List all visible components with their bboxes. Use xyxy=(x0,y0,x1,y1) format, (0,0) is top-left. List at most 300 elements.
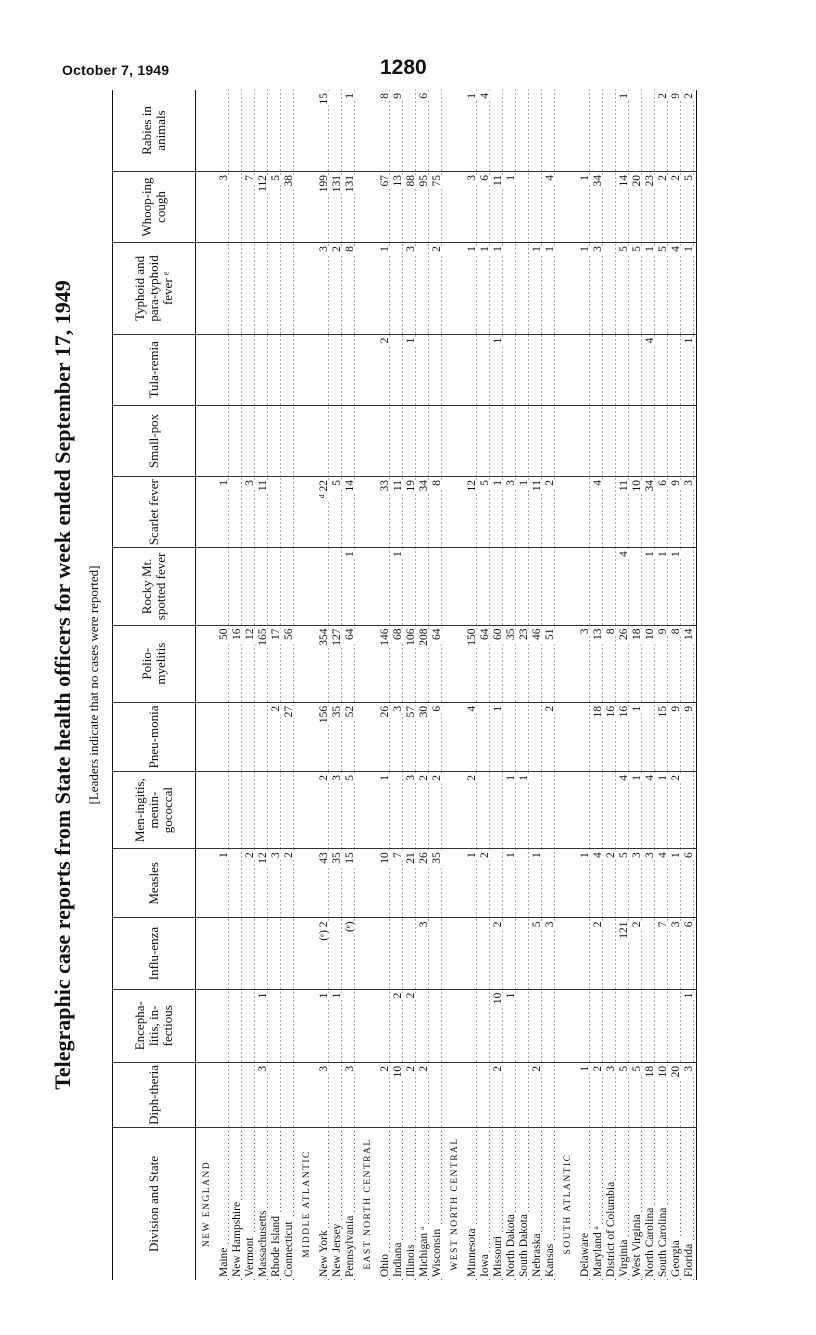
cell-value: 9 xyxy=(670,93,682,99)
state-label: Virginia xyxy=(618,1239,630,1277)
table-row xyxy=(518,90,531,1280)
empty-cell xyxy=(444,989,466,1062)
state-name xyxy=(492,1127,505,1280)
value-cell xyxy=(657,548,670,625)
value-cell xyxy=(592,243,605,335)
state-label: Maryland ᵃ xyxy=(592,1226,604,1277)
cell-value: 3 xyxy=(605,1065,617,1072)
cell-value: 2 xyxy=(544,480,556,486)
value-cell xyxy=(670,918,683,989)
value-cell xyxy=(392,989,405,1062)
cell-value: 1 xyxy=(579,1065,591,1072)
value-cell xyxy=(231,243,244,335)
value-cell xyxy=(579,849,592,918)
empty-cell xyxy=(296,625,318,702)
state-label: Maine xyxy=(218,1247,230,1277)
value-cell xyxy=(670,548,683,625)
value-cell xyxy=(466,918,479,989)
value-cell xyxy=(231,405,244,476)
value-cell xyxy=(492,918,505,989)
cell-value: 12 xyxy=(244,628,256,641)
value-cell xyxy=(283,334,296,405)
state-label: New York xyxy=(318,1230,330,1277)
cell-value: 1 xyxy=(492,246,504,252)
value-cell xyxy=(231,989,244,1062)
value-cell xyxy=(418,477,431,548)
column-header: Men-ingitis, menin-gococcal xyxy=(113,771,196,848)
state-label: Connecticut xyxy=(283,1221,295,1277)
value-cell xyxy=(531,918,544,989)
value-cell xyxy=(270,334,283,405)
value-cell xyxy=(579,171,592,242)
value-cell xyxy=(544,90,557,171)
state-name xyxy=(657,1127,670,1280)
value-cell xyxy=(657,243,670,335)
cell-value: 9 xyxy=(657,628,669,635)
cell-value: 3 xyxy=(405,246,417,252)
value-cell xyxy=(344,1062,357,1127)
cell-value: ᵈ 22 xyxy=(318,480,330,498)
state-name xyxy=(544,1127,557,1280)
state-name xyxy=(231,1127,244,1280)
value-cell xyxy=(605,548,618,625)
value-cell xyxy=(218,334,231,405)
cell-value: 2 xyxy=(670,774,682,781)
table-row xyxy=(270,90,283,1280)
value-cell xyxy=(244,171,257,242)
column-header: Rocky Mt. spotted fever xyxy=(113,548,196,625)
value-cell xyxy=(683,405,697,476)
cell-value: 165 xyxy=(257,628,269,646)
empty-cell xyxy=(557,1062,579,1127)
value-cell xyxy=(505,1062,518,1127)
value-cell xyxy=(657,405,670,476)
table-row xyxy=(579,90,592,1280)
cell-value: 67 xyxy=(379,174,391,187)
value-cell xyxy=(257,702,270,771)
cell-value: 4 xyxy=(479,93,491,99)
cell-value: 1 xyxy=(531,246,543,252)
cell-value: 10 xyxy=(644,628,656,641)
cell-value: 4 xyxy=(544,174,556,181)
cell-value: 3 xyxy=(331,774,343,781)
empty-cell xyxy=(557,625,579,702)
cell-value: 68 xyxy=(392,628,404,641)
value-cell xyxy=(344,90,357,171)
cell-value: 2 xyxy=(479,852,491,859)
value-cell xyxy=(518,771,531,848)
value-cell xyxy=(405,771,418,848)
cell-value: 14 xyxy=(683,628,695,641)
value-cell xyxy=(592,548,605,625)
value-cell xyxy=(505,702,518,771)
cell-value: 2 xyxy=(531,1065,543,1072)
cell-value: 7 xyxy=(392,852,404,859)
value-cell xyxy=(218,989,231,1062)
empty-cell xyxy=(296,989,318,1062)
value-cell xyxy=(379,989,392,1062)
cell-value: 1 xyxy=(505,852,517,859)
cell-value: 3 xyxy=(683,1065,695,1072)
table-title: Telegraphic case reports from State health officers for week ended September 17, 1949 xyxy=(50,280,75,1090)
value-cell xyxy=(244,918,257,989)
value-cell xyxy=(405,334,418,405)
value-cell xyxy=(270,702,283,771)
value-cell xyxy=(405,1062,418,1127)
value-cell xyxy=(244,771,257,848)
value-cell xyxy=(683,989,697,1062)
value-cell xyxy=(405,702,418,771)
cell-value: 14 xyxy=(344,480,356,492)
value-cell xyxy=(318,989,331,1062)
value-cell xyxy=(231,334,244,405)
value-cell xyxy=(405,625,418,702)
value-cell xyxy=(518,548,531,625)
value-cell xyxy=(379,702,392,771)
value-cell xyxy=(466,171,479,242)
value-cell xyxy=(505,171,518,242)
value-cell xyxy=(579,918,592,989)
value-cell xyxy=(670,171,683,242)
value-cell xyxy=(344,548,357,625)
table-subtitle: [Leaders indicate that no cases were reported] xyxy=(86,565,101,805)
value-cell xyxy=(631,171,644,242)
value-cell xyxy=(231,548,244,625)
value-cell xyxy=(431,849,444,918)
value-cell xyxy=(270,405,283,476)
cell-value: 35 xyxy=(331,852,343,864)
value-cell xyxy=(505,918,518,989)
cell-value: 18 xyxy=(592,705,604,718)
value-cell xyxy=(479,625,492,702)
value-cell xyxy=(683,334,697,405)
cell-value: 156 xyxy=(318,705,330,724)
empty-cell xyxy=(196,405,219,476)
value-cell xyxy=(283,477,296,548)
value-cell xyxy=(331,771,344,848)
value-cell xyxy=(331,477,344,548)
value-cell xyxy=(379,625,392,702)
value-cell xyxy=(331,918,344,989)
state-name xyxy=(605,1127,618,1280)
value-cell xyxy=(244,477,257,548)
value-cell xyxy=(644,334,657,405)
value-cell xyxy=(244,625,257,702)
state-name xyxy=(318,1127,331,1280)
cell-value: 46 xyxy=(531,628,543,641)
value-cell xyxy=(431,477,444,548)
cell-value: 9 xyxy=(670,480,682,486)
empty-cell xyxy=(357,702,379,771)
cell-value: 2 xyxy=(283,852,295,859)
value-cell xyxy=(431,771,444,848)
value-cell xyxy=(283,548,296,625)
cell-value: 3 xyxy=(579,628,591,635)
value-cell xyxy=(631,918,644,989)
state-name xyxy=(618,1127,631,1280)
cell-value: 5 xyxy=(657,246,669,252)
state-name xyxy=(405,1127,418,1280)
cell-value: 2 xyxy=(418,774,430,781)
state-name xyxy=(244,1127,257,1280)
value-cell xyxy=(431,243,444,335)
state-name xyxy=(344,1127,357,1280)
value-cell xyxy=(605,989,618,1062)
value-cell xyxy=(579,702,592,771)
empty-cell xyxy=(357,171,379,242)
value-cell xyxy=(618,771,631,848)
empty-cell xyxy=(196,90,219,171)
value-cell xyxy=(631,625,644,702)
value-cell xyxy=(683,1062,697,1127)
cell-value: 16 xyxy=(618,705,630,718)
empty-cell xyxy=(444,1062,466,1127)
value-cell xyxy=(431,405,444,476)
value-cell xyxy=(318,918,331,989)
cell-value: 2 xyxy=(379,1065,391,1072)
cell-value: 2 xyxy=(592,921,604,928)
value-cell xyxy=(518,477,531,548)
state-label: Vermont xyxy=(244,1237,256,1277)
header-row xyxy=(113,90,196,1280)
value-cell xyxy=(257,243,270,335)
value-cell xyxy=(231,702,244,771)
empty-cell xyxy=(357,771,379,848)
cell-value: 57 xyxy=(405,705,417,718)
value-cell xyxy=(670,477,683,548)
value-cell xyxy=(505,243,518,335)
cell-value: (ᵉ) 2 xyxy=(318,921,330,941)
cell-value: 2 xyxy=(657,174,669,181)
table-row xyxy=(244,90,257,1280)
value-cell xyxy=(270,548,283,625)
value-cell xyxy=(331,849,344,918)
value-cell xyxy=(670,405,683,476)
cell-value: 11 xyxy=(618,480,630,492)
cell-value: 1 xyxy=(683,992,695,999)
value-cell xyxy=(544,702,557,771)
cell-value: 50 xyxy=(218,628,230,641)
cell-value: 1 xyxy=(518,774,530,781)
cell-value: 2 xyxy=(431,774,443,781)
table-row xyxy=(418,90,431,1280)
value-cell xyxy=(318,477,331,548)
value-cell xyxy=(218,625,231,702)
column-header: Measles xyxy=(113,849,196,918)
value-cell xyxy=(544,625,557,702)
value-cell xyxy=(644,405,657,476)
cell-value: 3 xyxy=(244,480,256,486)
value-cell xyxy=(331,334,344,405)
value-cell xyxy=(670,849,683,918)
division-name: SOUTH ATLANTIC xyxy=(562,1153,573,1255)
cell-value: 3 xyxy=(318,1065,330,1072)
empty-cell xyxy=(444,918,466,989)
value-cell xyxy=(318,171,331,242)
value-cell xyxy=(244,334,257,405)
value-cell xyxy=(479,405,492,476)
value-cell xyxy=(644,548,657,625)
value-cell xyxy=(618,90,631,171)
state-label: District of Columbia xyxy=(605,1181,617,1277)
cell-value: 150 xyxy=(466,628,478,646)
cell-value: 2 xyxy=(605,852,617,859)
cell-value: 23 xyxy=(644,174,656,187)
value-cell xyxy=(405,405,418,476)
value-cell xyxy=(531,477,544,548)
empty-cell xyxy=(557,849,579,918)
column-header: Small-pox xyxy=(113,405,196,476)
cell-value: 131 xyxy=(331,174,343,193)
value-cell xyxy=(344,171,357,242)
value-cell xyxy=(218,849,231,918)
value-cell xyxy=(631,989,644,1062)
value-cell xyxy=(605,771,618,848)
value-cell xyxy=(392,90,405,171)
cell-value: 5 xyxy=(618,1065,630,1072)
value-cell xyxy=(544,548,557,625)
state-name xyxy=(257,1127,270,1280)
value-cell xyxy=(531,702,544,771)
value-cell xyxy=(431,918,444,989)
cell-value: 4 xyxy=(618,551,630,557)
cell-value: 2 xyxy=(405,992,417,999)
value-cell xyxy=(618,849,631,918)
cell-value: 12 xyxy=(466,480,478,492)
value-cell xyxy=(418,1062,431,1127)
value-cell xyxy=(544,477,557,548)
empty-cell xyxy=(296,243,318,335)
division-row xyxy=(444,90,466,1280)
cell-value: 1 xyxy=(644,246,656,252)
cell-value: 4 xyxy=(592,480,604,486)
value-cell xyxy=(683,171,697,242)
cell-value: 2 xyxy=(466,774,478,781)
cell-value: 3 xyxy=(544,921,556,928)
value-cell xyxy=(492,849,505,918)
cell-value: 1 xyxy=(618,93,630,99)
cell-value: 8 xyxy=(605,628,617,635)
cell-value: 15 xyxy=(344,852,356,864)
cell-value: 14 xyxy=(618,174,630,187)
state-label: Massachusetts xyxy=(257,1210,269,1277)
value-cell xyxy=(257,771,270,848)
value-cell xyxy=(270,243,283,335)
value-cell xyxy=(592,405,605,476)
value-cell xyxy=(331,702,344,771)
cell-value: 2 xyxy=(431,246,443,252)
cell-value: 17 xyxy=(270,628,282,641)
value-cell xyxy=(392,171,405,242)
cell-value: 1 xyxy=(631,774,643,781)
value-cell xyxy=(531,171,544,242)
table-row xyxy=(605,90,618,1280)
cell-value: 1 xyxy=(544,246,556,252)
value-cell xyxy=(318,548,331,625)
cell-value: 27 xyxy=(283,705,295,718)
state-label: Pennsylvania xyxy=(344,1215,356,1277)
value-cell xyxy=(618,1062,631,1127)
value-cell xyxy=(466,405,479,476)
cell-value: 1 xyxy=(331,992,343,999)
value-cell xyxy=(283,405,296,476)
value-cell xyxy=(331,989,344,1062)
cell-value: 15 xyxy=(657,705,669,718)
state-label: Delaware xyxy=(579,1232,591,1277)
value-cell xyxy=(392,243,405,335)
cell-value: 131 xyxy=(344,174,356,193)
empty-cell xyxy=(196,918,219,989)
empty-cell xyxy=(196,625,219,702)
cell-value: 26 xyxy=(418,852,430,864)
value-cell xyxy=(379,849,392,918)
division-name: WEST NORTH CENTRAL xyxy=(449,1137,460,1271)
value-cell xyxy=(479,477,492,548)
value-cell xyxy=(431,702,444,771)
value-cell xyxy=(657,171,670,242)
value-cell xyxy=(331,171,344,242)
value-cell xyxy=(379,477,392,548)
value-cell xyxy=(544,771,557,848)
empty-cell xyxy=(444,702,466,771)
state-name xyxy=(592,1127,605,1280)
value-cell xyxy=(644,918,657,989)
value-cell xyxy=(479,771,492,848)
empty-cell xyxy=(444,548,466,625)
page-number: 1280 xyxy=(380,56,427,79)
state-name xyxy=(466,1127,479,1280)
table-row xyxy=(344,90,357,1280)
cell-value: 1 xyxy=(344,93,356,99)
cell-value: 106 xyxy=(405,628,417,646)
empty-cell xyxy=(296,702,318,771)
cell-value: 112 xyxy=(257,174,269,192)
cell-value: 8 xyxy=(344,246,356,252)
column-header: Encepha-litis, in-fectious xyxy=(113,989,196,1062)
value-cell xyxy=(505,625,518,702)
table-row xyxy=(379,90,392,1280)
value-cell xyxy=(431,1062,444,1127)
value-cell xyxy=(479,918,492,989)
state-name xyxy=(331,1127,344,1280)
cell-value: 2 xyxy=(270,705,282,712)
value-cell xyxy=(344,334,357,405)
value-cell xyxy=(605,243,618,335)
value-cell xyxy=(592,90,605,171)
value-cell xyxy=(283,702,296,771)
cell-value: 4 xyxy=(644,774,656,781)
value-cell xyxy=(505,334,518,405)
value-cell xyxy=(392,548,405,625)
cell-value: 9 xyxy=(392,93,404,99)
value-cell xyxy=(579,334,592,405)
cell-value: 26 xyxy=(618,628,630,641)
value-cell xyxy=(379,243,392,335)
value-cell xyxy=(318,405,331,476)
value-cell xyxy=(579,90,592,171)
value-cell xyxy=(405,548,418,625)
value-cell xyxy=(644,243,657,335)
cell-value: 20 xyxy=(670,1065,682,1078)
column-header: Typhoid and para-typhoid fever ᵉ xyxy=(113,243,196,335)
cell-value: 34 xyxy=(418,480,430,492)
cell-value: 1 xyxy=(379,246,391,252)
value-cell xyxy=(318,625,331,702)
value-cell xyxy=(405,849,418,918)
value-cell xyxy=(283,989,296,1062)
value-cell xyxy=(592,918,605,989)
value-cell xyxy=(605,625,618,702)
